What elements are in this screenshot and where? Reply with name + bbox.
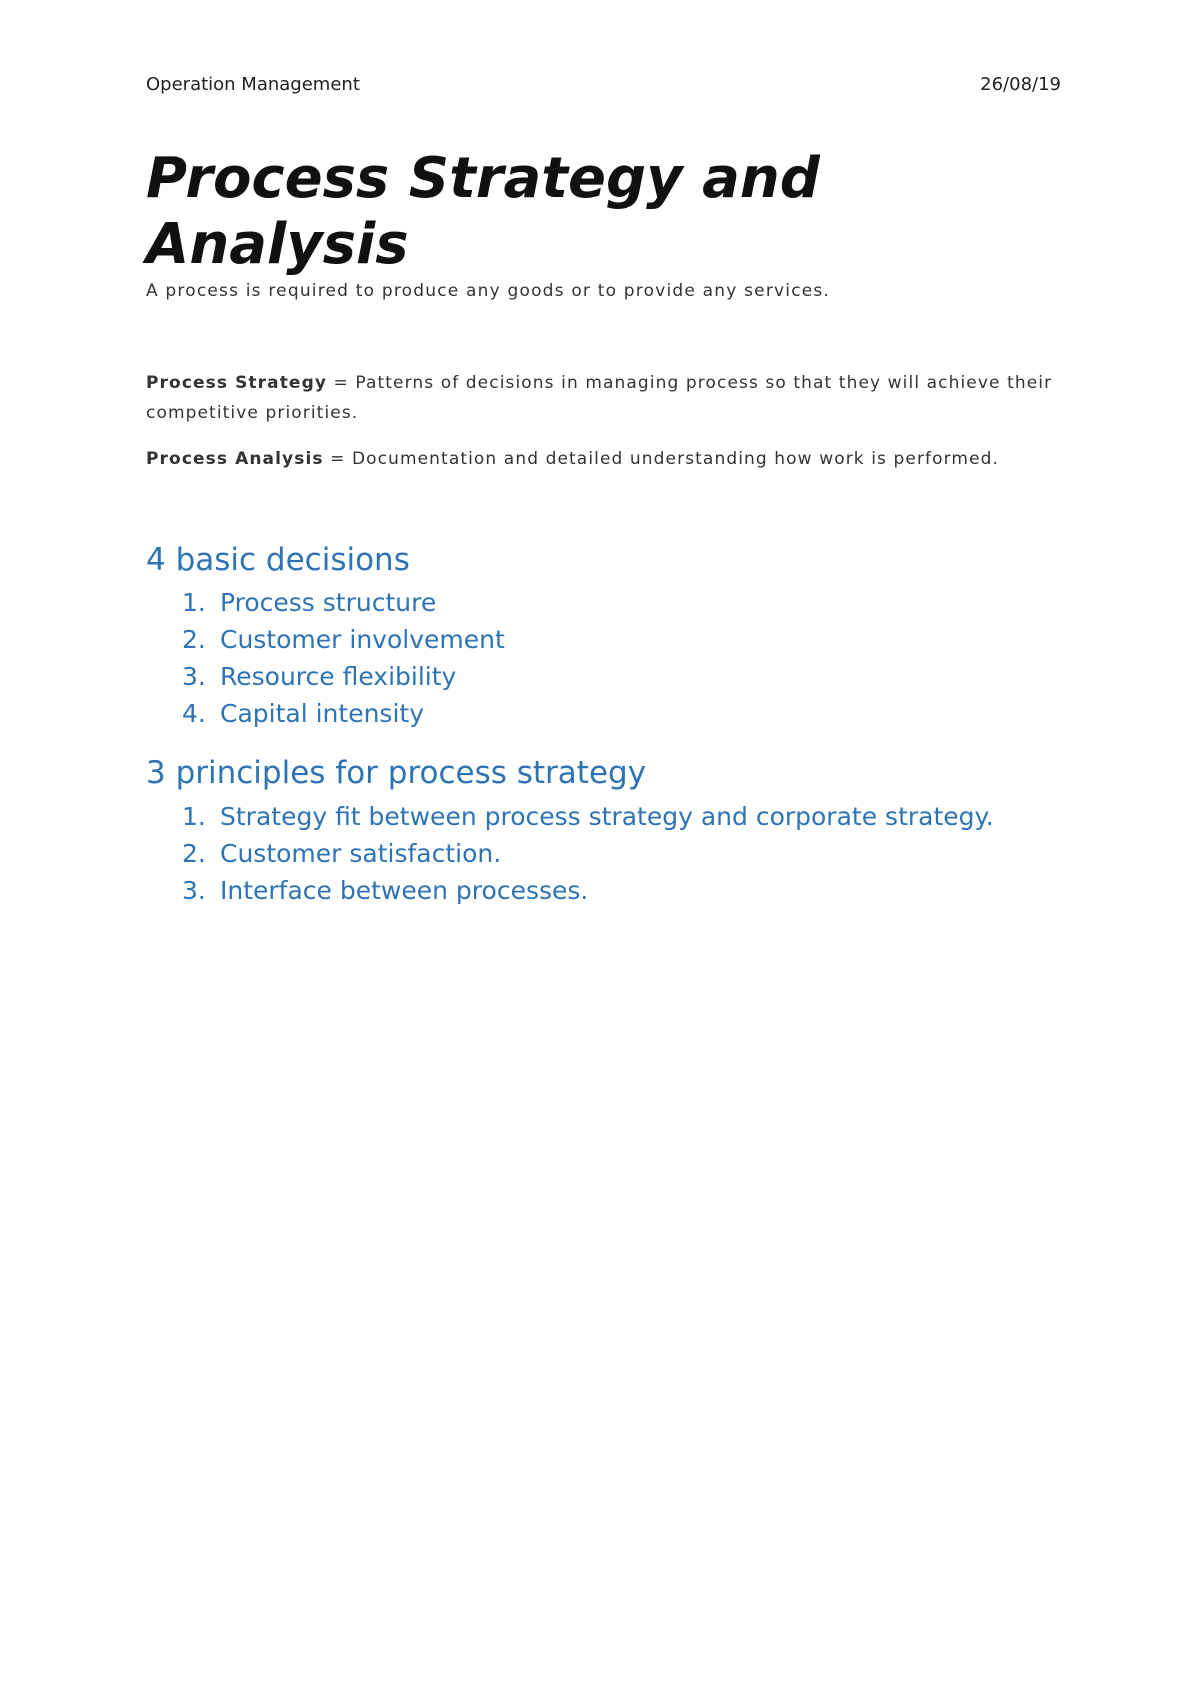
list-item	[182, 695, 505, 732]
document-subtitle: A process is required to produce any goods or to provide any services.	[146, 281, 831, 301]
section-heading-basic-decisions: 4 basic decisions	[146, 542, 410, 578]
section-heading-principles: 3 principles for process strategy	[146, 755, 647, 791]
document-page	[146, 0, 1061, 1698]
header-date: 26/08/19	[980, 74, 1061, 95]
page-header	[146, 74, 1061, 98]
list-item-text: Customer satisfaction.	[220, 839, 502, 868]
header-course: Operation Management	[146, 74, 360, 95]
list-item-number: 1.	[182, 802, 206, 831]
definition-text: = Patterns of decisions in managing process so that they will achieve their competitive priorities.	[146, 373, 1053, 423]
list-item	[182, 658, 505, 695]
list-item	[182, 872, 994, 909]
list-item-text: Process structure	[220, 588, 437, 617]
document-title: Process Strategy and Analysis	[146, 146, 820, 277]
definition-process-strategy	[146, 368, 1061, 428]
principles-list	[182, 798, 994, 909]
list-item-text: Interface between processes.	[220, 876, 589, 905]
definition-term: Process Strategy	[146, 373, 328, 393]
list-item-text: Strategy fit between process strategy and corporate strategy.	[220, 802, 994, 831]
list-item-text: Customer involvement	[220, 625, 505, 654]
list-item-number: 1.	[182, 588, 206, 617]
list-item	[182, 621, 505, 658]
list-item	[182, 798, 994, 835]
list-item-number: 3.	[182, 662, 206, 691]
list-item-text: Resource flexibility	[220, 662, 457, 691]
definition-text: = Documentation and detailed understanding how work is performed.	[323, 449, 1000, 469]
list-item-number: 2.	[182, 839, 206, 868]
list-item-text: Capital intensity	[220, 699, 424, 728]
definition-term: Process Analysis	[146, 449, 324, 469]
basic-decisions-list	[182, 584, 505, 732]
list-item-number: 2.	[182, 625, 206, 654]
definition-process-analysis	[146, 444, 1061, 474]
list-item	[182, 835, 994, 872]
list-item	[182, 584, 505, 621]
list-item-number: 3.	[182, 876, 206, 905]
list-item-number: 4.	[182, 699, 206, 728]
